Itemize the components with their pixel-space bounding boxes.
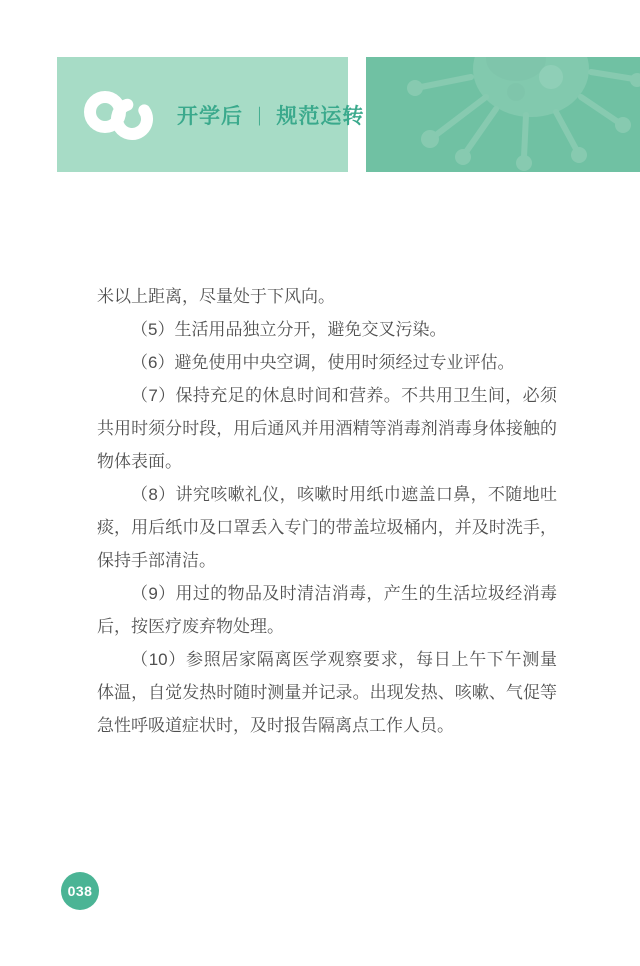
virus-illustration-icon bbox=[366, 57, 640, 172]
header-title bbox=[177, 57, 364, 172]
header-band-right bbox=[366, 57, 640, 172]
paragraph-continuation: 米以上距离，尽量处于下风向。 bbox=[97, 287, 335, 306]
paragraph-item-10: （10）参照居家隔离医学观察要求，每日上午下午测量体温，自觉发热时随时测量并记录。出现发热、咳嗽、气促等急性呼吸道症状时，及时报告隔离点工作人员。 bbox=[97, 650, 557, 735]
paragraph-item-6: （6）避免使用中央空调，使用时须经过专业评估。 bbox=[131, 353, 515, 372]
header-divider: | bbox=[257, 103, 262, 126]
paragraph-item-8: （8）讲究咳嗽礼仪，咳嗽时用纸巾遮盖口鼻，不随地吐痰，用后纸巾及口罩丢入专门的带盖垃圾桶内，并及时洗手，保持手部清洁。 bbox=[97, 485, 557, 570]
interlocked-rings-logo-icon bbox=[82, 91, 156, 141]
paragraph-item-5: （5）生活用品独立分开，避免交叉污染。 bbox=[131, 320, 447, 339]
paragraph-item-9: （9）用过的物品及时清洁消毒，产生的生活垃圾经消毒后，按医疗废弃物处理。 bbox=[97, 584, 557, 636]
paragraph-item-7: （7）保持充足的休息时间和营养。不共用卫生间，必须共用时须分时段，用后通风并用酒精等消毒剂消毒身体接触的物体表面。 bbox=[97, 386, 557, 471]
header-section-label: 开学后 bbox=[177, 102, 243, 128]
body-text-block bbox=[97, 280, 557, 742]
header-chapter-title: 规范运转 bbox=[276, 102, 365, 128]
header-band-left bbox=[57, 57, 365, 172]
page-number-badge: 038 bbox=[61, 872, 99, 910]
